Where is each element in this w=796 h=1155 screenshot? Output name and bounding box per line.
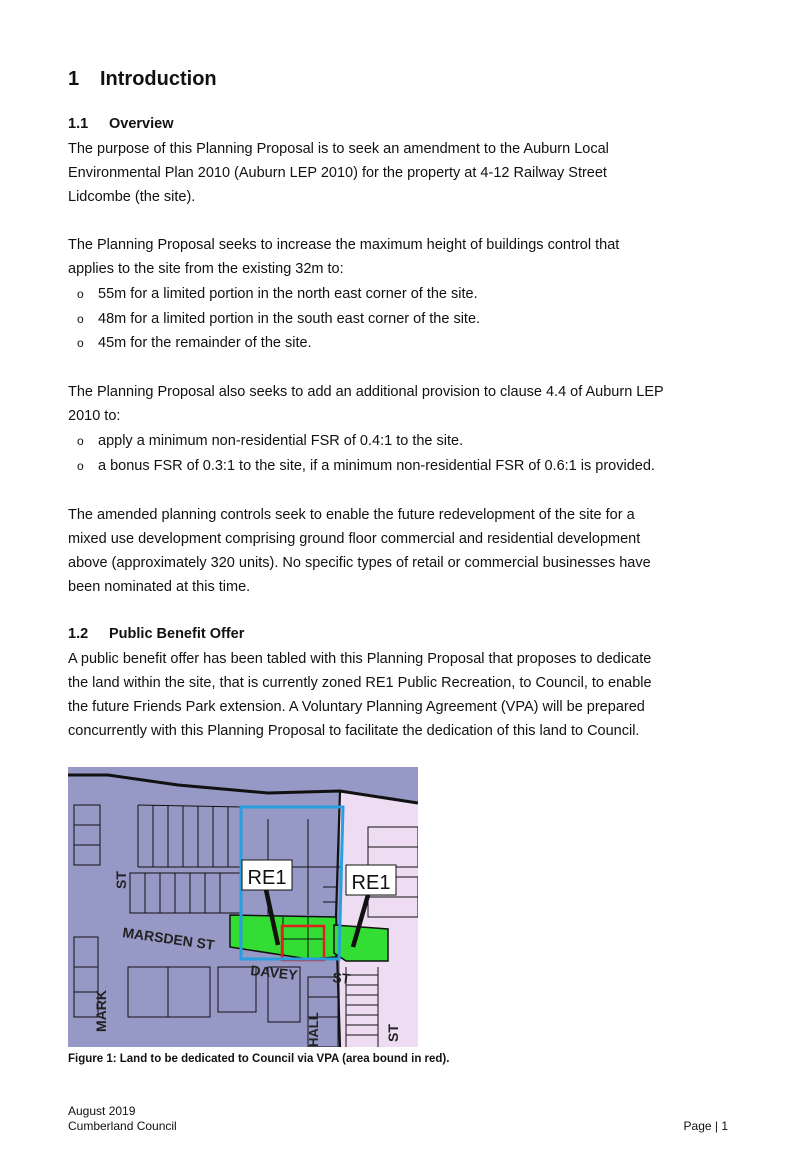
- overview-title: Overview: [109, 116, 174, 132]
- text-line: concurrently with this Planning Proposal to facilitate the dedication of this land to Council.: [68, 723, 640, 739]
- list-item: [77, 454, 655, 479]
- street-label-davey-st: ST: [331, 969, 352, 987]
- list-item-text: 48m for a limited portion in the south east corner of the site.: [98, 310, 481, 327]
- bullet-icon: o: [77, 311, 84, 326]
- list-item-text: apply a minimum non-residential FSR of 0.4:1 to the site.: [98, 433, 464, 449]
- public-benefit-heading: [68, 626, 244, 642]
- overview-paragraph-3: [68, 380, 738, 428]
- bullet-icon: o: [77, 287, 84, 301]
- bullet-icon: o: [77, 434, 84, 448]
- overview-paragraph-4: [68, 503, 738, 599]
- overview-number: 1.1: [68, 116, 89, 132]
- footer-page-number: Page | 1: [683, 1119, 728, 1133]
- street-label-st-left: ST: [113, 871, 129, 889]
- residential-zone: [340, 791, 418, 1047]
- footer-date: August 2019: [68, 1104, 136, 1118]
- text-line: 2010 to:: [68, 408, 121, 424]
- text-line: The purpose of this Planning Proposal is to seek an amendment to the Auburn Local: [68, 141, 609, 157]
- text-line: Lidcombe (the site).: [68, 189, 196, 205]
- list-item-text: 55m for a limited portion in the north east corner of the site.: [98, 286, 478, 302]
- list-item: [77, 429, 655, 454]
- text-line: the future Friends Park extension. A Voluntary Planning Agreement (VPA) will be prepared: [68, 699, 645, 715]
- list-item-text: 45m for the remainder of the site.: [98, 335, 312, 351]
- re1-green-zone-right: [334, 925, 388, 961]
- section-title: Introduction: [100, 68, 217, 90]
- text-line: the land within the site, that is currently zoned RE1 Public Recreation, to Council, to enable: [68, 675, 652, 691]
- text-line: applies to the site from the existing 32m to:: [68, 261, 344, 277]
- text-line: been nominated at this time.: [68, 579, 251, 595]
- list-item: [77, 282, 480, 307]
- list-item-text: a bonus FSR of 0.3:1 to the site, if a minimum non-residential FSR of 0.6:1 is provided.: [98, 457, 655, 474]
- street-label-st-right: ST: [385, 1024, 401, 1042]
- public-benefit-title: Public Benefit Offer: [109, 626, 245, 642]
- footer-organisation: Cumberland Council: [68, 1119, 177, 1133]
- text-line: The amended planning controls seek to enable the future redevelopment of the site for a: [68, 507, 635, 523]
- figure-caption: Figure 1: Land to be dedicated to Council via VPA (area bound in red).: [68, 1053, 450, 1065]
- text-line: above (approximately 320 units). No specific types of retail or commercial businesses have: [68, 555, 651, 571]
- fsr-bullet-list: [77, 429, 655, 478]
- text-line: A public benefit offer has been tabled with this Planning Proposal that proposes to dedicate: [68, 651, 652, 667]
- text-line: Environmental Plan 2010 (Auburn LEP 2010) for the property at 4-12 Railway Street: [68, 165, 607, 181]
- text-line: The Planning Proposal seeks to increase the maximum height of buildings control that: [68, 237, 620, 253]
- public-benefit-paragraph: [68, 647, 738, 743]
- re1-label-left: RE1: [247, 867, 287, 889]
- text-line: mixed use development comprising ground floor commercial and residential development: [68, 531, 641, 547]
- overview-heading: [68, 116, 174, 132]
- text-line: The Planning Proposal also seeks to add an additional provision to clause 4.4 of Auburn LEP: [68, 384, 664, 400]
- overview-paragraph-2: [68, 233, 738, 281]
- zoning-map: [68, 767, 418, 1047]
- street-label-davey: DAVEY: [249, 962, 299, 983]
- bullet-icon: o: [77, 336, 84, 350]
- bullet-icon: o: [77, 458, 84, 473]
- list-item: [77, 307, 480, 332]
- list-item: [77, 331, 480, 356]
- height-bullet-list: [77, 282, 480, 356]
- section-heading: [68, 68, 217, 91]
- overview-paragraph-1: [68, 137, 738, 209]
- street-label-marsden: MARSDEN ST: [121, 924, 216, 953]
- street-label-mark: MARK: [93, 990, 109, 1032]
- public-benefit-number: 1.2: [68, 626, 89, 642]
- re1-label-right: RE1: [351, 872, 391, 894]
- street-label-hall: HALL: [306, 1012, 321, 1047]
- section-number: 1: [68, 68, 80, 90]
